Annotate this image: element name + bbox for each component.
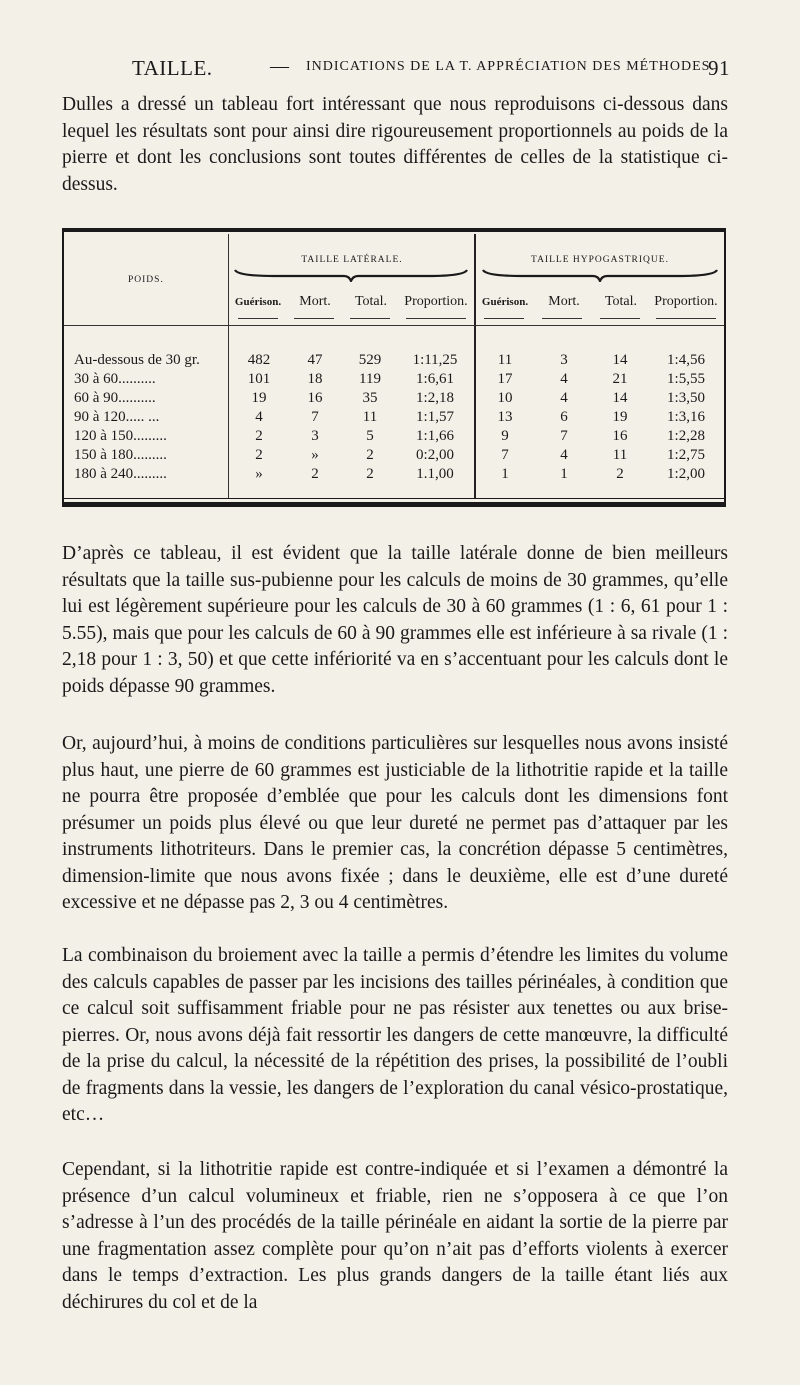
table-bottom-thin-rule <box>62 498 726 499</box>
paragraph-analysis: D’après ce tableau, il est évident que la taille latérale donne de bien meilleurs résultats que la taille sus-pubienne pour les calculs de moins de 30 grammes, qu’elle lui est légèrement supérieure pour les calculs de 30 à 60 grammes (1 : 6, 61 pour 1 : 5.55), mais que pour les calculs de 60 à 90 grammes elle est inférieure à sa rivale (1 : 2,18 pour 1 : 3, 50) et que cette infériorité va en s’accentuant pour les calculs dont le poids dépasse 90 grammes. <box>62 543 728 697</box>
cell: 19 <box>612 409 628 425</box>
table-top-rule <box>62 228 726 232</box>
cell: » <box>255 466 263 482</box>
cell: 11 <box>362 409 378 425</box>
cell: 119 <box>359 371 381 387</box>
col-underline <box>406 318 466 319</box>
cell: 1:5,55 <box>667 371 705 387</box>
group-header-hypogastric: TAILLE HYPOGASTRIQUE. <box>531 255 669 265</box>
cell: 2 <box>255 428 263 444</box>
cell: 7 <box>560 428 568 444</box>
cell: 35 <box>362 390 378 406</box>
cell: 1:1,57 <box>416 409 454 425</box>
row-label: 30 à 60.......... <box>74 371 156 387</box>
table-row <box>62 409 726 429</box>
col-underline <box>484 318 524 319</box>
cell: 6 <box>560 409 568 425</box>
col-underline <box>350 318 390 319</box>
stub-header: POIDS. <box>128 275 164 285</box>
cell: 3 <box>560 352 568 368</box>
paragraph-combinaison: La combinaison du broiement avec la taille a permis d’étendre les limites du volume des calculs capables de passer par les incisions des tailles périnéales, à condition que ce calcul soit suffisamment friable pour ne pas résister aux tenettes ou aux brise-pierres. Or, nous avons déjà fait ressortir les dangers de cette manœuvre, la difficulté de la prise du calcul, la nécessité de la répétition des prises, la possibilité de l’oubli de fragments dans la vessie, les dangers de l’exploration du canal vésico-prostatique, etc… <box>62 945 728 1125</box>
col-header-total-2: Total. <box>604 294 638 309</box>
table-row <box>62 352 726 372</box>
cell: 101 <box>247 371 271 387</box>
cell: 18 <box>307 371 323 387</box>
cell: 1:3,16 <box>667 409 705 425</box>
cell: 10 <box>497 390 513 406</box>
col-header-mort-1: Mort. <box>299 294 331 309</box>
cell: 2 <box>366 447 374 463</box>
cell: 1:2,75 <box>667 447 705 463</box>
col-header-total-1: Total. <box>354 294 388 309</box>
cell: 482 <box>247 352 271 368</box>
cell: 11 <box>497 352 513 368</box>
cell: 1:11,25 <box>412 352 458 368</box>
cell: 1:4,56 <box>667 352 705 368</box>
brace-lateral <box>234 268 468 282</box>
header-rule <box>64 325 724 326</box>
table-row <box>62 466 726 486</box>
cell: 16 <box>612 428 628 444</box>
cell: 9 <box>501 428 509 444</box>
cell: 11 <box>612 447 628 463</box>
running-header <box>62 56 730 82</box>
table-row <box>62 390 726 410</box>
cell: 14 <box>612 390 628 406</box>
paragraph-intro: Dulles a dressé un tableau fort intéressant que nous reproduisons ci-dessous dans lequel les résultats sont pour ainsi dire rigoureusement proportionnels au poids de la pierre et dont les conclusions sont toutes différentes de celles de la statistique ci-dessus. <box>62 94 728 195</box>
col-underline <box>294 318 334 319</box>
table-row <box>62 428 726 448</box>
paragraph-lithotritie: Or, aujourd’hui, à moins de conditions particulières sur lesquelles nous avons insisté plus haut, une pierre de 60 grammes est justiciable de la lithotritie rapide et la taille ne pourra être proposée d’emblée que pour les calculs dont les dimensions font présumer un poids plus élevé ou que leur dureté ne permet pas d’attaquer par les instruments lithotriteurs. Dans le premier cas, la concrétion dépasse 5 centimètres, dimension-limite que nous avons fixée ; dans le deuxième, elle est d’une dureté excessive et ne dépasse pas 2, 3 ou 4 centimètres. <box>62 733 728 913</box>
header-subtitle: INDICATIONS DE LA T. APPRÉCIATION DES MÉTHODES. <box>306 59 715 74</box>
cell: 47 <box>307 352 323 368</box>
cell: 1:2,28 <box>667 428 705 444</box>
col-header-guerison-1: Guérison. <box>234 296 282 308</box>
cell: 19 <box>251 390 267 406</box>
cell: 5 <box>366 428 374 444</box>
statistics-table <box>62 228 726 508</box>
cell: 1:2,18 <box>416 390 454 406</box>
col-underline <box>542 318 582 319</box>
cell: 21 <box>612 371 628 387</box>
row-label: 150 à 180......... <box>74 447 167 463</box>
page-number: 91 <box>708 56 730 80</box>
row-label: 180 à 240......... <box>74 466 167 482</box>
cell: 4 <box>560 447 568 463</box>
row-label: 60 à 90.......... <box>74 390 156 406</box>
col-underline <box>600 318 640 319</box>
cell: 529 <box>358 352 382 368</box>
col-header-guerison-2: Guérison. <box>481 296 529 308</box>
col-header-proportion-2: Proportion. <box>654 294 718 309</box>
table-row <box>62 371 726 391</box>
col-underline <box>238 318 278 319</box>
cell: 2 <box>616 466 624 482</box>
cell: 1:2,00 <box>667 466 705 482</box>
cell: 16 <box>307 390 323 406</box>
header-dash: — <box>270 56 290 77</box>
header-title: TAILLE. <box>132 56 213 80</box>
cell: 2 <box>255 447 263 463</box>
col-header-proportion-1: Proportion. <box>404 294 468 309</box>
cell: 1:3,50 <box>667 390 705 406</box>
cell: 0:2,00 <box>416 447 454 463</box>
cell: 1:1,66 <box>416 428 454 444</box>
paragraph-cependant: Cependant, si la lithotritie rapide est contre-indiquée et si l’examen a démontré la présence d’un calcul volumineux et friable, rien ne s’opposera à ce que l’on s’adresse à l’un des procédés de la taille périnéale en aidant la sortie de la pierre par une fragmentation assez complète pour qu’on n’ait pas d’efforts violents à exercer dans le temps d’extraction. Les plus grands dangers de la taille étant liés aux déchirures du col et de la <box>62 1159 728 1313</box>
cell: 1.1,00 <box>416 466 454 482</box>
cell: 1 <box>501 466 509 482</box>
table-bottom-rule <box>62 502 726 507</box>
row-label: Au-dessous de 30 gr. <box>74 352 200 368</box>
cell: 2 <box>366 466 374 482</box>
cell: 17 <box>497 371 513 387</box>
cell: 14 <box>612 352 628 368</box>
cell: 1 <box>560 466 568 482</box>
cell: 2 <box>311 466 319 482</box>
cell: 13 <box>497 409 513 425</box>
cell: 4 <box>560 390 568 406</box>
cell: 7 <box>501 447 509 463</box>
cell: 4 <box>255 409 263 425</box>
cell: » <box>311 447 319 463</box>
table-row <box>62 447 726 467</box>
brace-hypogastric <box>482 268 718 282</box>
group-header-lateral: TAILLE LATÉRALE. <box>301 255 403 265</box>
cell: 1:6,61 <box>416 371 454 387</box>
cell: 4 <box>560 371 568 387</box>
col-header-mort-2: Mort. <box>548 294 580 309</box>
col-underline <box>656 318 716 319</box>
row-label: 120 à 150......... <box>74 428 167 444</box>
cell: 7 <box>311 409 319 425</box>
row-label: 90 à 120..... ... <box>74 409 160 425</box>
cell: 3 <box>311 428 319 444</box>
